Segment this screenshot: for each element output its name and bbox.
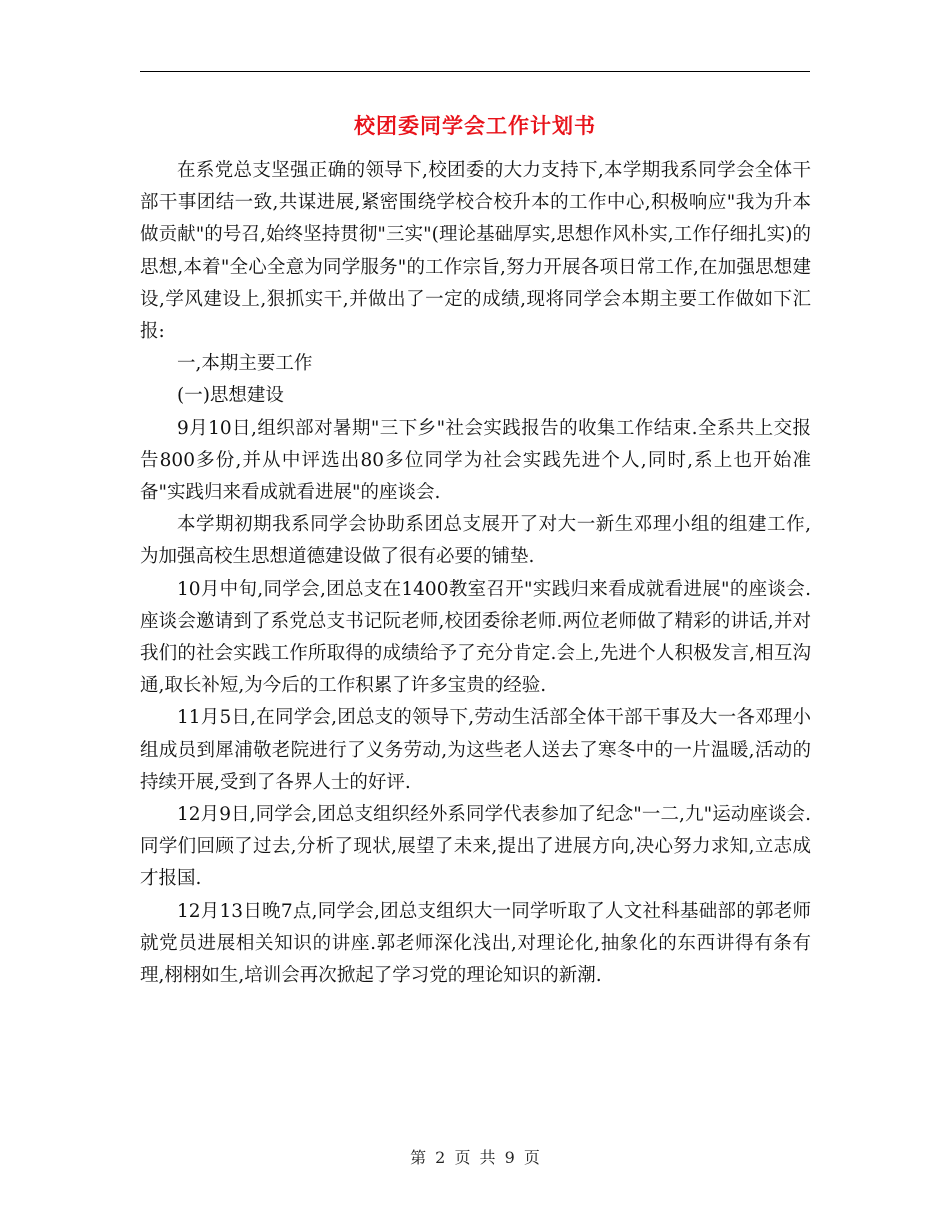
page-number: 第 2 页 共 9 页 [410, 1148, 540, 1167]
paragraph: 11月5日,在同学会,团总支的领导下,劳动生活部全体干部干事及大一各邓理小组成员到犀浦敬老院进行了义务劳动,为这些老人送去了寒冬中的一片温暖,活动的持续开展,受到了各界人士的好评. [140, 707, 811, 793]
document-title: 校团委同学会工作计划书 [354, 113, 596, 138]
paragraph: 12月9日,同学会,团总支组织经外系同学代表参加了纪念"一二,九"运动座谈会.同学们回顾了过去,分析了现状,展望了未来,提出了进展方向,决心努力求知,立志成才报国. [140, 804, 811, 890]
paragraph: 12月13日晚7点,同学会,团总支组织大一同学听取了人文社科基础部的郭老师就党员进展相关知识的讲座.郭老师深化浅出,对理论化,抽象化的东西讲得有条有理,栩栩如生,培训会再次掀起了学习党的理论知识的新潮. [140, 900, 811, 987]
section-heading: 一,本期主要工作 [177, 353, 313, 375]
paragraph: 9月10日,组织部对暑期"三下乡"社会实践报告的收集工作结束.全系共上交报告800多份,并从中评选出80多位同学为社会实践先进个人,同时,系上也开始准备"实践归来看成就看进展"的座谈会. [140, 417, 811, 504]
document-body [140, 155, 811, 992]
subsection-heading: (一)思想建设 [177, 385, 284, 407]
header-rule [140, 71, 810, 72]
paragraph: 10月中旬,同学会,团总支在1400教室召开"实践归来看成就看进展"的座谈会.座谈会邀请到了系党总支书记阮老师,校团委徐老师.两位老师做了精彩的讲话,并对我们的社会实践工作所取得的成绩给予了充分肯定.会上,先进个人积极发言,相互沟通,取长补短,为今后的工作积累了许多宝贵的经验. [140, 578, 811, 697]
paragraph: 本学期初期我系同学会协助系团总支展开了对大一新生邓理小组的组建工作,为加强高校生思想道德建设做了很有必要的铺垫. [140, 514, 811, 568]
paragraph-intro: 在系党总支坚强正确的领导下,校团委的大力支持下,本学期我系同学会全体干部干事团结一致,共谋进展,紧密围绕学校合校升本的工作中心,积极响应"我为升本做贡献"的号召,始终坚持贯彻"三实"(理论基础厚实,思想作风朴实,工作仔细扎实)的思想,本着"全心全意为同学服务"的工作宗旨,努力开展各项日常工作,在加强思想建设,学风建设上,狠抓实干,并做出了一定的成绩,现将同学会本期主要工作做如下汇报: [140, 160, 811, 343]
